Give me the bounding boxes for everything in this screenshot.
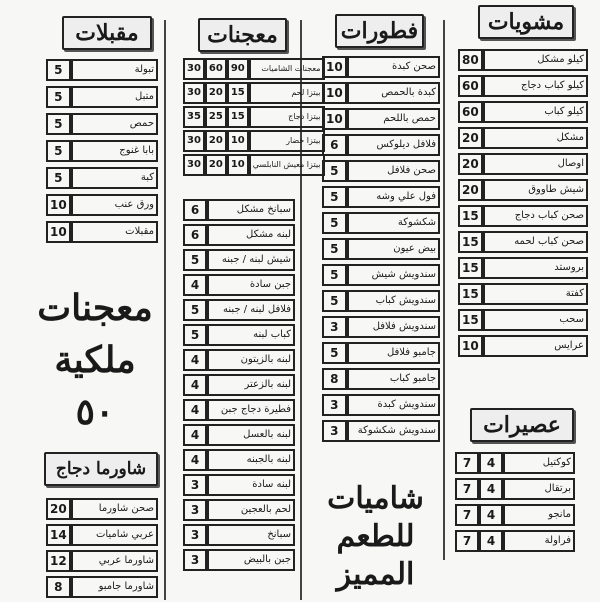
menu-row	[183, 549, 295, 571]
menu-row	[46, 221, 158, 243]
item-name: كباب لبنه	[207, 324, 295, 346]
menu-row	[322, 264, 440, 286]
menu-row	[183, 449, 295, 471]
item-name: اوصال	[483, 153, 588, 175]
item-price: 60	[458, 75, 483, 97]
item-name: كيلو مشكل	[483, 49, 588, 71]
item-price-small: 4	[479, 478, 503, 500]
item-name: مشكل	[483, 127, 588, 149]
item-price: 3	[183, 549, 207, 571]
item-name: سحب	[483, 309, 588, 331]
appetizers-title: مقبلات	[62, 16, 152, 50]
item-price: 5	[322, 290, 347, 312]
item-name: سندويش شكشوكة	[347, 420, 440, 442]
item-name: لبنه مشكل	[207, 224, 295, 246]
item-name: كيلو كباب دجاج	[483, 75, 588, 97]
item-name: لبنه سادة	[207, 474, 295, 496]
menu-row	[183, 274, 295, 296]
menu-row	[46, 86, 158, 108]
item-price: 8	[322, 368, 347, 390]
menu-row	[322, 342, 440, 364]
menu-row	[322, 290, 440, 312]
item-name: سندويش كبدة	[347, 394, 440, 416]
menu-row	[455, 452, 575, 474]
menu-row	[183, 324, 295, 346]
item-price-small: 15	[227, 82, 249, 104]
item-price: 8	[46, 576, 71, 598]
item-price: 20	[458, 179, 483, 201]
item-name: صحن فلافل	[347, 160, 440, 182]
item-price-small: 4	[479, 530, 503, 552]
item-price: 5	[46, 140, 71, 162]
menu-row	[46, 550, 158, 572]
item-price: 3	[183, 524, 207, 546]
item-name: فلافل لبنه / جبنه	[207, 299, 295, 321]
item-name: بيتزا دجاج	[249, 106, 325, 128]
menu-row	[183, 58, 325, 80]
item-price: 5	[322, 160, 347, 182]
item-price: 5	[46, 86, 71, 108]
menu-row	[458, 49, 588, 71]
item-name: مقبلات	[71, 221, 158, 243]
item-price: 4	[183, 424, 207, 446]
item-price-medium: 20	[205, 130, 227, 152]
promo-middle	[308, 480, 443, 594]
item-price: 5	[322, 238, 347, 260]
promo-left-line3: ٥٠	[75, 391, 115, 433]
item-price-small: 10	[227, 130, 249, 152]
item-price: 60	[458, 101, 483, 123]
pastries-table	[183, 196, 295, 574]
item-name: حمص باللحم	[347, 108, 440, 130]
menu-row	[183, 154, 325, 176]
item-price: 5	[322, 264, 347, 286]
item-name: حمص	[71, 113, 158, 135]
chicken-shawarma-table	[46, 494, 158, 602]
menu-row	[458, 231, 588, 253]
item-name: كبدة بالحمص	[347, 82, 440, 104]
item-name: بيتزا خضار	[249, 130, 325, 152]
item-price: 20	[458, 153, 483, 175]
item-name: جامبو فلافل	[347, 342, 440, 364]
column-divider	[164, 20, 166, 600]
menu-row	[183, 424, 295, 446]
item-name: معجنات الشاميات	[249, 58, 325, 80]
menu-row	[455, 504, 575, 526]
menu-row	[458, 179, 588, 201]
item-price: 3	[322, 394, 347, 416]
item-price: 5	[183, 249, 207, 271]
promo-middle-line3: المميز	[336, 557, 415, 592]
menu-row	[183, 130, 325, 152]
menu-row	[322, 394, 440, 416]
item-price-medium: 25	[205, 106, 227, 128]
item-name: جبن سادة	[207, 274, 295, 296]
item-name: مانجو	[503, 504, 575, 526]
item-price: 5	[46, 167, 71, 189]
menu-row	[46, 113, 158, 135]
pastries-title: معجنات	[198, 18, 287, 52]
item-price: 5	[322, 212, 347, 234]
item-name: برتقال	[503, 478, 575, 500]
appetizers-table	[46, 54, 158, 248]
item-name: صحن شاورما	[71, 498, 158, 520]
item-name: جبن بالبيض	[207, 549, 295, 571]
item-name: لبنه بالعسل	[207, 424, 295, 446]
item-name: لبنه بالزيتون	[207, 349, 295, 371]
item-name: شاورما عربي	[71, 550, 158, 572]
item-name: شاورما جامبو	[71, 576, 158, 598]
item-name: لبنه بالزعتر	[207, 374, 295, 396]
menu-row	[183, 224, 295, 246]
juices-table	[455, 448, 575, 556]
item-price: 3	[322, 316, 347, 338]
item-price: 5	[322, 186, 347, 208]
menu-row	[458, 205, 588, 227]
item-name: سندويش كباب	[347, 290, 440, 312]
item-name: كيلو كباب	[483, 101, 588, 123]
menu-row	[322, 160, 440, 182]
item-price: 4	[183, 449, 207, 471]
menu-row	[183, 474, 295, 496]
item-price-small: 4	[479, 504, 503, 526]
juices-title: عصيرات	[470, 408, 574, 442]
item-name: شكشوكة	[347, 212, 440, 234]
menu-row	[46, 167, 158, 189]
item-price-small: 15	[227, 106, 249, 128]
menu-row	[183, 249, 295, 271]
item-name: عربي شاميات	[71, 524, 158, 546]
item-price: 6	[322, 134, 347, 156]
grills-title: مشويات	[478, 5, 574, 39]
item-price-small: 4	[479, 452, 503, 474]
menu-row	[46, 524, 158, 546]
promo-middle-line2: للطعم	[336, 519, 415, 554]
item-name: شيش طاووق	[483, 179, 588, 201]
menu-row	[455, 530, 575, 552]
item-price: 15	[458, 257, 483, 279]
size-price: 60	[205, 58, 227, 80]
item-price: 10	[458, 335, 483, 357]
menu-row	[46, 576, 158, 598]
item-name: صحن كبدة	[347, 56, 440, 78]
promo-left-line2: ملكية	[54, 339, 136, 381]
menu-row	[322, 316, 440, 338]
item-name: صحن كباب لحمه	[483, 231, 588, 253]
item-price: 3	[183, 499, 207, 521]
item-price: 10	[46, 221, 71, 243]
item-name: بيتزا معيش النابلسي	[249, 154, 325, 176]
menu-row	[183, 106, 325, 128]
item-price: 80	[458, 49, 483, 71]
menu-row	[183, 399, 295, 421]
item-price: 5	[322, 342, 347, 364]
item-name: سبانخ	[207, 524, 295, 546]
item-name: سندويش شيش	[347, 264, 440, 286]
item-name: جامبو كباب	[347, 368, 440, 390]
item-price: 4	[183, 374, 207, 396]
item-price-large: 7	[455, 504, 479, 526]
menu-row	[183, 499, 295, 521]
menu-row	[322, 368, 440, 390]
item-price: 15	[458, 283, 483, 305]
menu-row	[183, 524, 295, 546]
item-price: 3	[183, 474, 207, 496]
menu-row	[46, 140, 158, 162]
chicken-shawarma-title: شاورما دجاج	[44, 452, 158, 486]
menu-row	[458, 309, 588, 331]
item-name: لحم بالعجين	[207, 499, 295, 521]
item-name: بابا غنوج	[71, 140, 158, 162]
item-price-large: 30	[183, 82, 205, 104]
item-price: 5	[183, 324, 207, 346]
menu-row	[458, 75, 588, 97]
menu-row	[455, 478, 575, 500]
item-name: بروستد	[483, 257, 588, 279]
item-price: 6	[183, 199, 207, 221]
menu-row	[322, 82, 440, 104]
menu-row	[458, 335, 588, 357]
item-price-large: 35	[183, 106, 205, 128]
menu-row	[322, 420, 440, 442]
menu-row	[183, 299, 295, 321]
menu-row	[322, 238, 440, 260]
item-price: 20	[46, 498, 71, 520]
item-name: لبنه بالجبنه	[207, 449, 295, 471]
item-price-large: 7	[455, 530, 479, 552]
item-price: 5	[183, 299, 207, 321]
item-name: فول علي وشه	[347, 186, 440, 208]
item-name: كفتة	[483, 283, 588, 305]
menu-row	[183, 199, 295, 221]
size-price: 30	[183, 58, 205, 80]
item-price-large: 30	[183, 154, 205, 176]
item-price-medium: 20	[205, 82, 227, 104]
menu-row	[322, 108, 440, 130]
item-price-small: 10	[227, 154, 249, 176]
item-name: شيش لبنه / جبنه	[207, 249, 295, 271]
menu-row	[458, 127, 588, 149]
item-name: صحن كباب دجاج	[483, 205, 588, 227]
item-name: سبانخ مشكل	[207, 199, 295, 221]
item-price: 4	[183, 349, 207, 371]
size-price: 90	[227, 58, 249, 80]
menu-row	[183, 349, 295, 371]
menu-row	[322, 212, 440, 234]
menu-row	[46, 194, 158, 216]
item-price: 10	[322, 82, 347, 104]
item-price: 5	[46, 59, 71, 81]
breakfast-title: فطورات	[335, 14, 424, 48]
promo-left	[30, 282, 160, 438]
item-name: متبل	[71, 86, 158, 108]
menu-row	[46, 498, 158, 520]
menu-row	[458, 283, 588, 305]
item-name: ورق عنب	[71, 194, 158, 216]
pizza-table	[183, 56, 325, 178]
item-price: 20	[458, 127, 483, 149]
item-name: سندويش فلافل	[347, 316, 440, 338]
item-name: فراولة	[503, 530, 575, 552]
item-price: 14	[46, 524, 71, 546]
item-name: كوكتيل	[503, 452, 575, 474]
item-price: 10	[322, 108, 347, 130]
item-name: بيتزا لحم	[249, 82, 325, 104]
item-name: بيض عيون	[347, 238, 440, 260]
item-price-large: 7	[455, 452, 479, 474]
menu-row	[322, 134, 440, 156]
item-price-large: 30	[183, 130, 205, 152]
item-price: 15	[458, 309, 483, 331]
menu-row	[183, 374, 295, 396]
grills-table	[458, 45, 588, 361]
item-name: كبة	[71, 167, 158, 189]
item-price: 12	[46, 550, 71, 572]
menu-row	[322, 186, 440, 208]
breakfast-table	[322, 52, 440, 446]
menu-row	[183, 82, 325, 104]
item-name: عرايس	[483, 335, 588, 357]
promo-middle-line1: شاميات	[327, 481, 424, 516]
item-price: 4	[183, 399, 207, 421]
item-price: 5	[46, 113, 71, 135]
item-name: تبولة	[71, 59, 158, 81]
item-price: 15	[458, 231, 483, 253]
item-price-large: 7	[455, 478, 479, 500]
item-name: فلافل ديلوكس	[347, 134, 440, 156]
menu-row	[458, 153, 588, 175]
menu-row	[458, 257, 588, 279]
item-price: 15	[458, 205, 483, 227]
item-name: فطيرة دجاج جبن	[207, 399, 295, 421]
item-price: 3	[322, 420, 347, 442]
menu-row	[46, 59, 158, 81]
column-divider	[443, 20, 445, 560]
item-price: 10	[322, 56, 347, 78]
item-price: 10	[46, 194, 71, 216]
item-price: 4	[183, 274, 207, 296]
item-price-medium: 20	[205, 154, 227, 176]
menu-row	[458, 101, 588, 123]
promo-left-line1: معجنات	[37, 287, 153, 329]
item-price: 6	[183, 224, 207, 246]
menu-row	[322, 56, 440, 78]
